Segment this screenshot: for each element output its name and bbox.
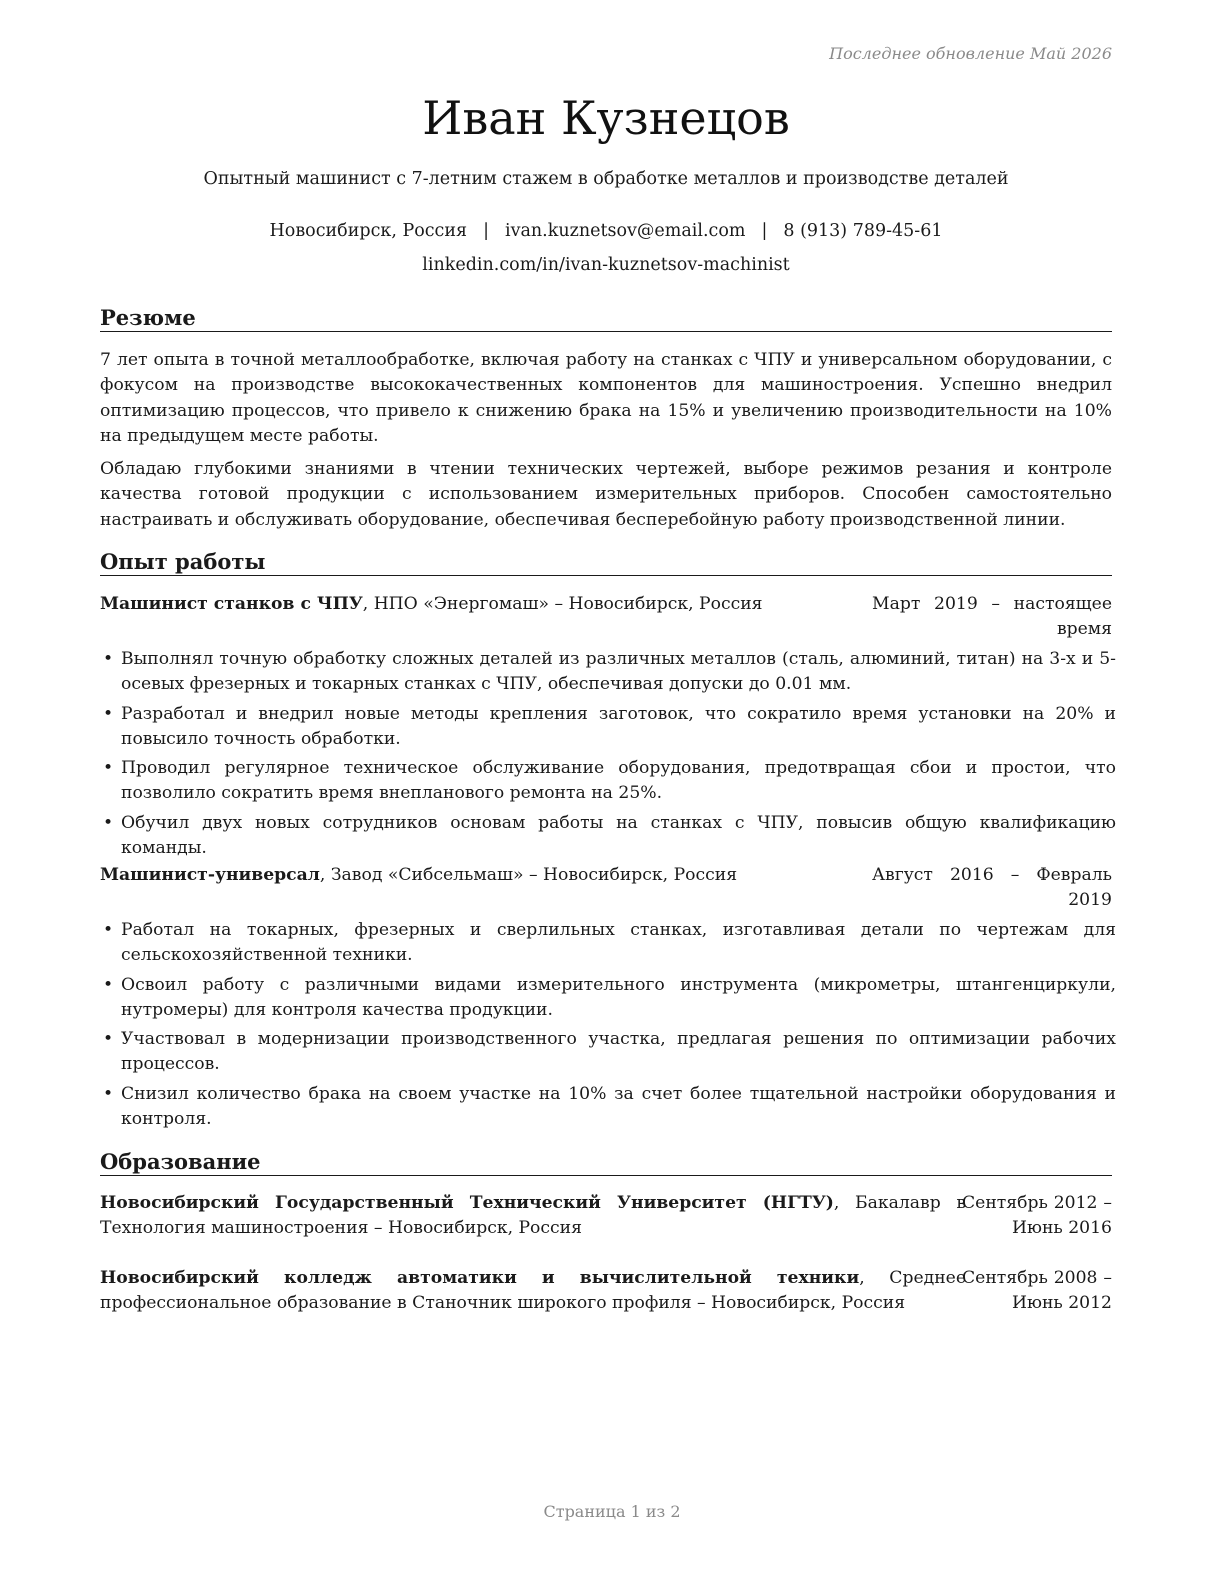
bullet-icon: •	[103, 974, 114, 995]
education-institution-line	[100, 1266, 966, 1316]
job-bullet-list	[100, 918, 1116, 1136]
candidate-name: Иван Кузнецов	[422, 91, 790, 145]
education-institution: Новосибирский Государственный Технический Университет (НГТУ)	[100, 1193, 834, 1213]
bullet-icon: •	[103, 758, 114, 779]
education-details: , Среднее профессиональное образование в Станочник широкого профиля – Новосибирск, Россия	[100, 1268, 966, 1313]
education-institution-line	[100, 1191, 966, 1241]
job-title-line	[100, 592, 860, 617]
education-institution: Новосибирский колледж автоматики и вычислительной техники	[100, 1268, 860, 1288]
email-link[interactable]: ivan.kuznetsov@email.com	[504, 221, 746, 241]
last-updated: Последнее обновление Май 2026	[829, 44, 1112, 63]
list-item: • Разработал и внедрил новые методы крепления заготовок, что сократило время установки на 20% и повысило точность обработки.	[103, 703, 1116, 749]
job-title-line	[100, 863, 860, 888]
bullet-icon: •	[103, 649, 114, 669]
education-dates: Сентябрь 2008 – Июнь 2012	[962, 1268, 1112, 1313]
job-bullet-list	[100, 647, 1116, 865]
education-dates: Сентябрь 2012 – Июнь 2016	[962, 1193, 1112, 1238]
education-details: , Бакалавр в Технология машиностроения – Новосибирск, Россия	[100, 1193, 966, 1238]
list-item: • Проводил регулярное техническое обслуживание оборудования, предотвращая сбои и простои, что позволило сократить время внепланового ремонта на 25%.	[103, 758, 1116, 804]
experience-section-title: Опыт работы	[100, 549, 1112, 576]
list-item: • Участвовал в модернизации производственного участка, предлагая решения по оптимизации рабочих процессов.	[103, 1029, 1116, 1075]
contact-separator: |	[483, 221, 489, 241]
phone-number: 8 (913) 789-45-61	[783, 221, 943, 241]
job-company: , НПО «Энергомаш» – Новосибирск, Россия	[362, 594, 763, 614]
bullet-icon: •	[103, 812, 114, 833]
contact-line	[100, 219, 1112, 243]
list-item: • Обучил двух новых сотрудников основам работы на станках с ЧПУ, повысив общую квалификацию команды.	[103, 812, 1116, 859]
job-company: , Завод «Сибсельмаш» – Новосибирск, Россия	[319, 865, 738, 885]
job-role: Машинист станков с ЧПУ	[100, 594, 363, 614]
job-dates: Август 2016 – Февраль 2019	[872, 865, 1112, 910]
contact-separator: |	[761, 221, 768, 241]
summary-section-title: Резюме	[100, 305, 1112, 332]
list-item: • Освоил работу с различными видами измерительного инструмента (микрометры, штангенциркули, нутромеры) для контроля качества продукции.	[103, 974, 1116, 1020]
list-item: • Выполнял точную обработку сложных деталей из различных металлов (сталь, алюминий, титан) на 3-х и 5-осевых фрезерных и токарных станках с ЧПУ, обеспечивая допуски до 0.01 мм.	[103, 649, 1116, 695]
bullet-icon: •	[103, 703, 114, 724]
bullet-icon: •	[103, 920, 114, 940]
job-role: Машинист-универсал	[100, 865, 320, 885]
bullet-icon: •	[103, 1083, 114, 1104]
education-section-title: Образование	[100, 1149, 1112, 1176]
list-item: • Снизил количество брака на своем участке на 10% за счет более тщательной настройки оборудования и контроля.	[103, 1083, 1116, 1130]
location: Новосибирск, Россия	[269, 221, 468, 241]
page-number: Страница 1 из 2	[543, 1502, 681, 1521]
summary-paragraph: Обладаю глубокими знаниями в чтении технических чертежей, выборе режимов резания и контроле качества готовой продукции с использованием измерительных приборов. Способен самостоятельно настраивать и обслуживать оборудование, обеспечивая бесперебойную работу производственной линии.	[100, 459, 1112, 530]
tagline: Опытный машинист с 7-летним стажем в обработке металлов и производстве деталей	[203, 169, 1009, 189]
bullet-icon: •	[103, 1029, 114, 1050]
linkedin-link[interactable]: linkedin.com/in/ivan-kuznetsov-machinist	[422, 255, 790, 275]
job-dates: Март 2019 – настоящее время	[872, 594, 1112, 639]
list-item: • Работал на токарных, фрезерных и сверлильных станках, изготавливая детали по чертежам для сельскохозяйственной техники.	[103, 920, 1116, 966]
summary-paragraph: 7 лет опыта в точной металлообработке, включая работу на станках с ЧПУ и универсальном оборудовании, с фокусом на производстве высококачественных компонентов для машиностроения. Успешно внедрил оптимизацию процессов, что привело к снижению брака на 15% и увеличению производительности на 10% на предыдущем месте работы.	[100, 350, 1112, 446]
